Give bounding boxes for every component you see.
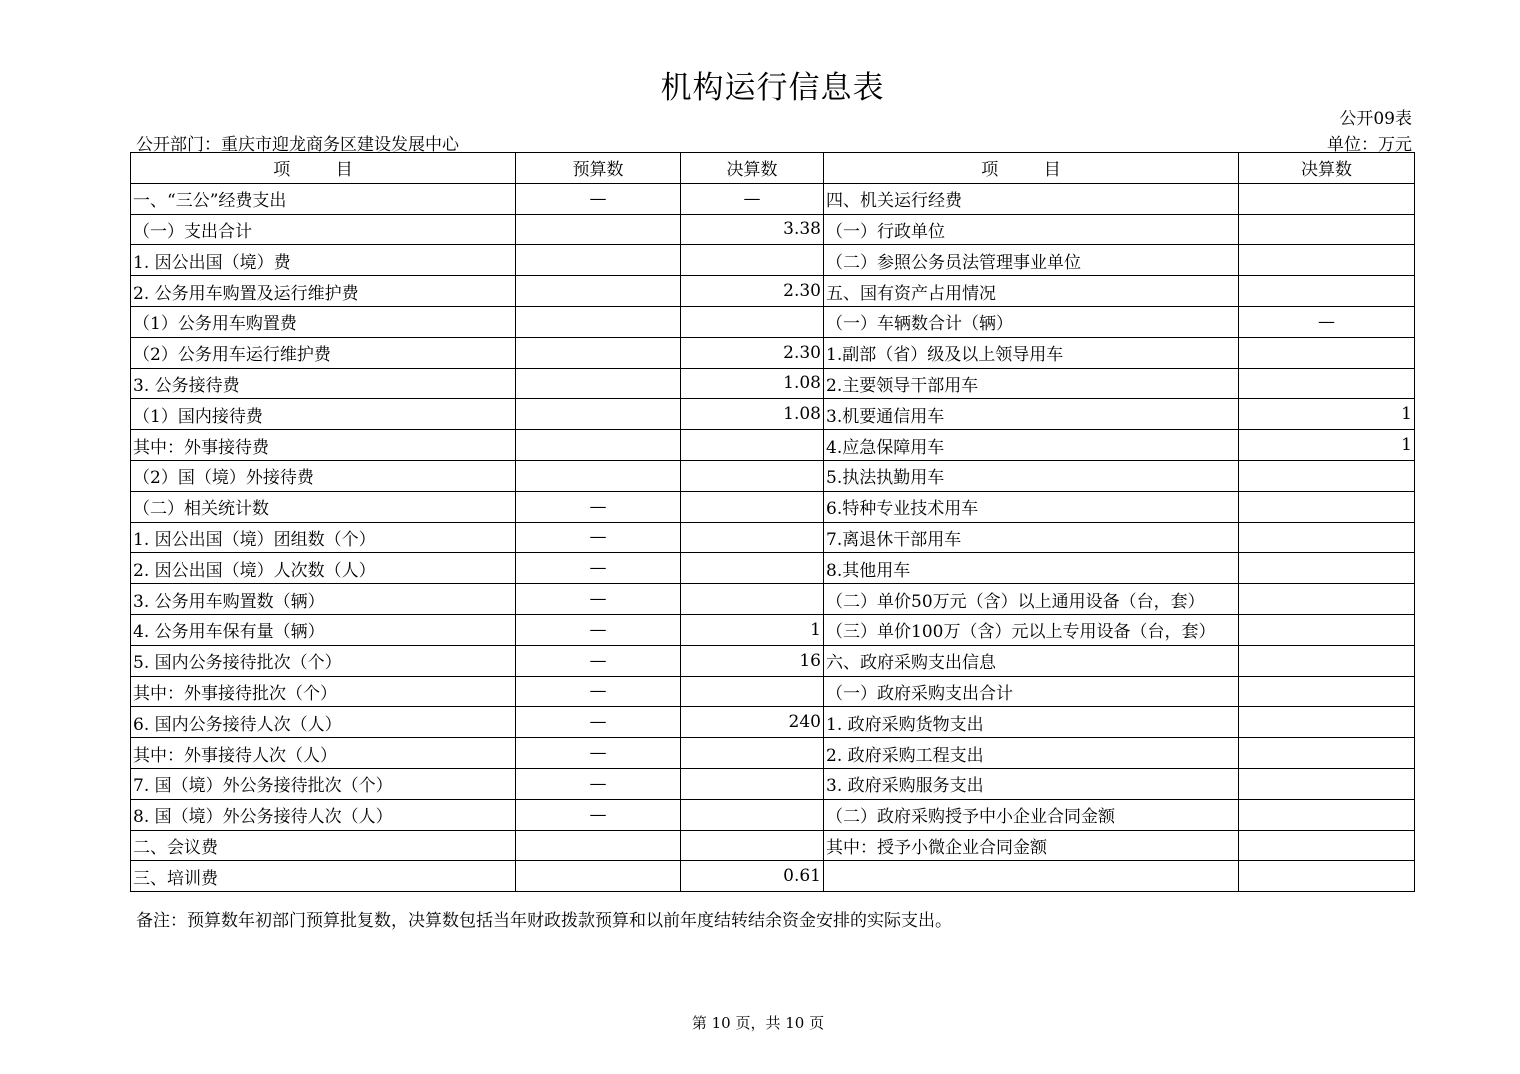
final-left-cell xyxy=(681,584,824,615)
final-left-cell: 240 xyxy=(681,707,824,738)
final-right-cell: 1 xyxy=(1239,399,1415,430)
table-row xyxy=(131,738,1415,769)
item-left-cell: （2）公务用车运行维护费 xyxy=(131,337,516,368)
item-right-cell: 其中：授予小微企业合同金额 xyxy=(824,830,1239,861)
item-left-cell: 3. 公务用车购置数（辆） xyxy=(131,584,516,615)
budget-cell: — xyxy=(516,738,681,769)
item-right-cell xyxy=(824,861,1239,892)
final-right-cell xyxy=(1239,614,1415,645)
final-left-cell xyxy=(681,491,824,522)
budget-cell xyxy=(516,214,681,245)
table-row xyxy=(131,522,1415,553)
item-right-cell: 8.其他用车 xyxy=(824,553,1239,584)
budget-cell xyxy=(516,830,681,861)
table-row xyxy=(131,460,1415,491)
final-left-cell: 2.30 xyxy=(681,337,824,368)
header-budget: 预算数 xyxy=(516,153,681,184)
item-right-cell: 2.主要领导干部用车 xyxy=(824,368,1239,399)
item-left-cell: 2. 因公出国（境）人次数（人） xyxy=(131,553,516,584)
budget-cell: — xyxy=(516,584,681,615)
budget-cell xyxy=(516,430,681,461)
header-final-right: 决算数 xyxy=(1239,153,1415,184)
budget-cell xyxy=(516,337,681,368)
budget-cell: — xyxy=(516,676,681,707)
item-left-cell: 8. 国（境）外公务接待人次（人） xyxy=(131,799,516,830)
table-row xyxy=(131,676,1415,707)
final-right-cell xyxy=(1239,584,1415,615)
item-left-cell: 1. 因公出国（境）团组数（个） xyxy=(131,522,516,553)
item-left-cell: 4. 公务用车保有量（辆） xyxy=(131,614,516,645)
item-left-cell: 其中：外事接待人次（人） xyxy=(131,738,516,769)
budget-cell xyxy=(516,306,681,337)
item-right-cell: （二）参照公务员法管理事业单位 xyxy=(824,245,1239,276)
item-left-cell: 其中：外事接待批次（个） xyxy=(131,676,516,707)
budget-cell xyxy=(516,368,681,399)
final-left-cell xyxy=(681,830,824,861)
final-left-cell: 0.61 xyxy=(681,861,824,892)
final-right-cell: 1 xyxy=(1239,430,1415,461)
final-left-cell xyxy=(681,430,824,461)
item-right-cell: （二）政府采购授予中小企业合同金额 xyxy=(824,799,1239,830)
table-row xyxy=(131,553,1415,584)
final-left-cell: 16 xyxy=(681,645,824,676)
budget-cell xyxy=(516,245,681,276)
item-left-cell: （一）支出合计 xyxy=(131,214,516,245)
item-left-cell: （1）国内接待费 xyxy=(131,399,516,430)
table-row xyxy=(131,584,1415,615)
final-left-cell: 3.38 xyxy=(681,214,824,245)
table-row xyxy=(131,768,1415,799)
table-row xyxy=(131,799,1415,830)
final-left-cell: 1.08 xyxy=(681,368,824,399)
header-final-left: 决算数 xyxy=(681,153,824,184)
final-right-cell: — xyxy=(1239,306,1415,337)
item-right-cell: （三）单价100万（含）元以上专用设备（台，套） xyxy=(824,614,1239,645)
table-row xyxy=(131,830,1415,861)
table-row xyxy=(131,306,1415,337)
item-left-cell: （2）国（境）外接待费 xyxy=(131,460,516,491)
final-right-cell xyxy=(1239,460,1415,491)
table-row xyxy=(131,183,1415,214)
item-right-cell: 六、政府采购支出信息 xyxy=(824,645,1239,676)
final-right-cell xyxy=(1239,861,1415,892)
budget-cell: — xyxy=(516,553,681,584)
budget-cell: — xyxy=(516,183,681,214)
budget-cell xyxy=(516,861,681,892)
final-left-cell xyxy=(681,676,824,707)
item-left-cell: 3. 公务接待费 xyxy=(131,368,516,399)
final-right-cell xyxy=(1239,553,1415,584)
final-left-cell xyxy=(681,522,824,553)
table-row xyxy=(131,861,1415,892)
final-right-cell xyxy=(1239,522,1415,553)
final-left-cell xyxy=(681,768,824,799)
budget-cell: — xyxy=(516,522,681,553)
final-right-cell xyxy=(1239,738,1415,769)
item-left-cell: （1）公务用车购置费 xyxy=(131,306,516,337)
item-right-cell: （一）政府采购支出合计 xyxy=(824,676,1239,707)
budget-cell: — xyxy=(516,645,681,676)
item-left-cell: 1. 因公出国（境）费 xyxy=(131,245,516,276)
item-right-cell: 4.应急保障用车 xyxy=(824,430,1239,461)
item-left-cell: （二）相关统计数 xyxy=(131,491,516,522)
budget-cell xyxy=(516,276,681,307)
item-right-cell: 3. 政府采购服务支出 xyxy=(824,768,1239,799)
final-right-cell xyxy=(1239,245,1415,276)
table-row xyxy=(131,337,1415,368)
final-left-cell: 2.30 xyxy=(681,276,824,307)
final-right-cell xyxy=(1239,337,1415,368)
table-row xyxy=(131,245,1415,276)
budget-cell xyxy=(516,399,681,430)
item-right-cell: 1. 政府采购货物支出 xyxy=(824,707,1239,738)
item-right-cell: 6.特种专业技术用车 xyxy=(824,491,1239,522)
item-right-cell: （一）行政单位 xyxy=(824,214,1239,245)
table-row xyxy=(131,707,1415,738)
table-row xyxy=(131,430,1415,461)
form-number: 公开09表 xyxy=(1339,109,1412,129)
item-right-cell: 1.副部（省）级及以上领导用车 xyxy=(824,337,1239,368)
header-item-left: 项 目 xyxy=(131,153,516,184)
item-left-cell: 三、培训费 xyxy=(131,861,516,892)
item-right-cell: （一）车辆数合计（辆） xyxy=(824,306,1239,337)
item-left-cell: 其中：外事接待费 xyxy=(131,430,516,461)
table-row xyxy=(131,491,1415,522)
budget-cell: — xyxy=(516,491,681,522)
final-right-cell xyxy=(1239,707,1415,738)
info-table xyxy=(130,152,1415,892)
final-left-cell xyxy=(681,799,824,830)
budget-cell: — xyxy=(516,707,681,738)
table-row xyxy=(131,276,1415,307)
final-right-cell xyxy=(1239,183,1415,214)
item-right-cell: 四、机关运行经费 xyxy=(824,183,1239,214)
table-row xyxy=(131,399,1415,430)
table-row xyxy=(131,645,1415,676)
item-right-cell: 5.执法执勤用车 xyxy=(824,460,1239,491)
item-left-cell: 2. 公务用车购置及运行维护费 xyxy=(131,276,516,307)
page-title: 机构运行信息表 xyxy=(660,70,885,106)
final-left-cell xyxy=(681,553,824,584)
item-right-cell: 7.离退休干部用车 xyxy=(824,522,1239,553)
table-row xyxy=(131,614,1415,645)
item-left-cell: 6. 国内公务接待人次（人） xyxy=(131,707,516,738)
final-left-cell xyxy=(681,738,824,769)
item-right-cell: 3.机要通信用车 xyxy=(824,399,1239,430)
final-right-cell xyxy=(1239,214,1415,245)
department-label: 公开部门：重庆市迎龙商务区建设发展中心 xyxy=(136,135,459,155)
final-right-cell xyxy=(1239,676,1415,707)
note-text: 备注：预算数年初部门预算批复数，决算数包括当年财政拨款预算和以前年度结转结余资金安排的实际支出。 xyxy=(136,911,952,931)
budget-cell: — xyxy=(516,799,681,830)
final-right-cell xyxy=(1239,368,1415,399)
item-right-cell: （二）单价50万元（含）以上通用设备（台，套） xyxy=(824,584,1239,615)
header-row xyxy=(131,153,1415,184)
final-right-cell xyxy=(1239,645,1415,676)
item-right-cell: 五、国有资产占用情况 xyxy=(824,276,1239,307)
item-left-cell: 7. 国（境）外公务接待批次（个） xyxy=(131,768,516,799)
final-left-cell: 1.08 xyxy=(681,399,824,430)
header-item-right: 项 目 xyxy=(824,153,1239,184)
page-footer: 第 10 页，共 10 页 xyxy=(691,1014,825,1032)
budget-cell xyxy=(516,460,681,491)
final-right-cell xyxy=(1239,768,1415,799)
final-left-cell xyxy=(681,306,824,337)
item-right-cell: 2. 政府采购工程支出 xyxy=(824,738,1239,769)
final-left-cell: 1 xyxy=(681,614,824,645)
final-left-cell: — xyxy=(681,183,824,214)
budget-cell: — xyxy=(516,614,681,645)
unit-label: 单位：万元 xyxy=(1327,135,1412,155)
final-left-cell xyxy=(681,245,824,276)
final-left-cell xyxy=(681,460,824,491)
table-row xyxy=(131,214,1415,245)
final-right-cell xyxy=(1239,276,1415,307)
final-right-cell xyxy=(1239,491,1415,522)
final-right-cell xyxy=(1239,799,1415,830)
item-left-cell: 5. 国内公务接待批次（个） xyxy=(131,645,516,676)
item-left-cell: 一、“三公”经费支出 xyxy=(131,183,516,214)
final-right-cell xyxy=(1239,830,1415,861)
table-row xyxy=(131,368,1415,399)
item-left-cell: 二、会议费 xyxy=(131,830,516,861)
budget-cell: — xyxy=(516,768,681,799)
